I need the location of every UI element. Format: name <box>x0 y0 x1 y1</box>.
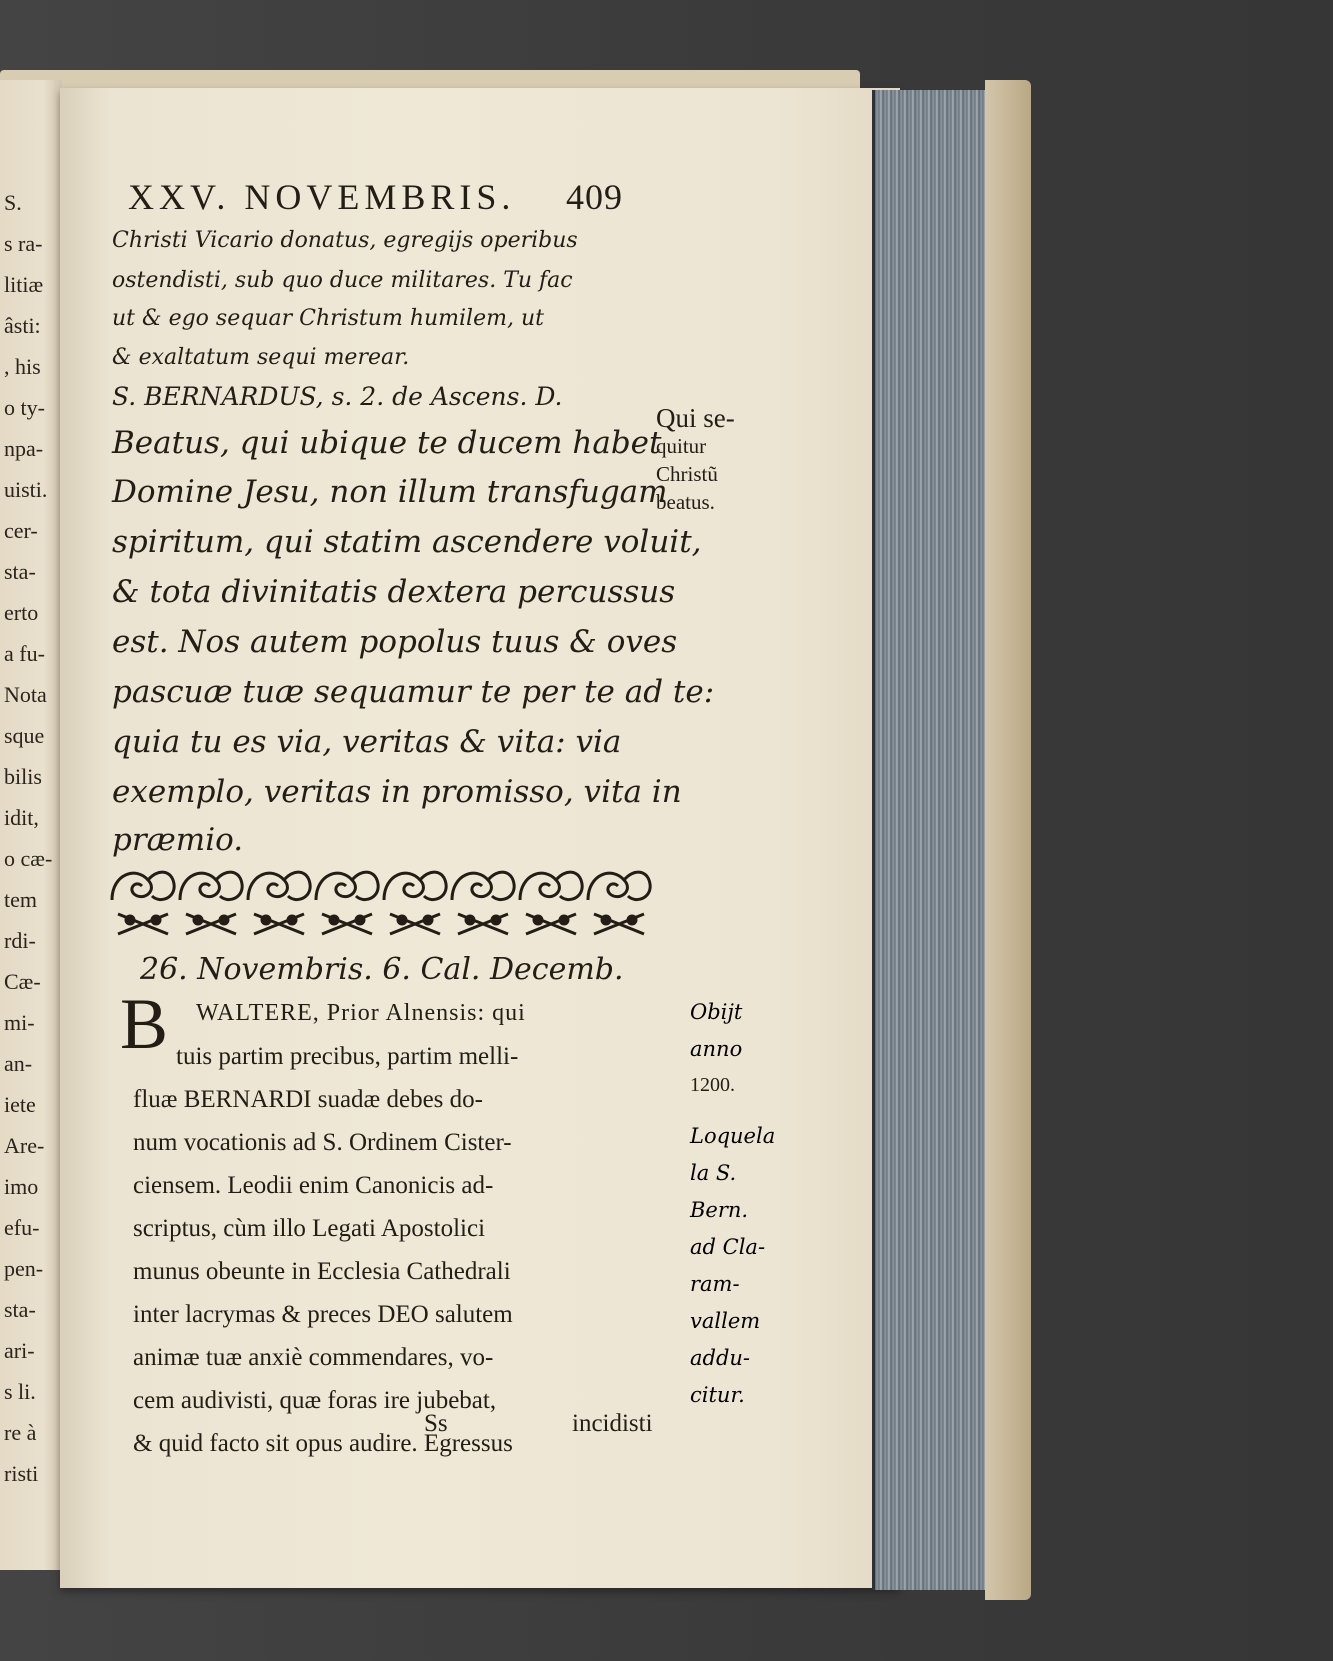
left-page-fragment: rdi- <box>4 928 36 953</box>
left-page-fragment: erto <box>4 600 39 625</box>
margin-note-line: Qui se- <box>656 403 735 433</box>
left-page-fragment: iete <box>4 1092 36 1117</box>
date-heading: 26. Novembris. 6. Cal. Decemb. <box>140 952 624 987</box>
left-page-fragment: litiæ <box>4 272 44 297</box>
quote-line: Domine Jesu, non illum transfugam <box>112 474 668 510</box>
book-cover-edge <box>985 80 1031 1600</box>
left-page-fragment: tem <box>4 887 37 912</box>
body-line: cem audivisti, quæ foras ire jubebat, <box>133 1387 497 1414</box>
left-page-fragment: sta- <box>4 1297 36 1322</box>
margin-note-line: citur. <box>690 1383 745 1407</box>
quote-line: pascuæ tuæ sequamur te per te ad te: <box>112 674 715 710</box>
left-page-fragment: cer- <box>4 518 38 543</box>
margin-note-line: la S. <box>690 1161 737 1185</box>
running-header-title: XXV. NOVEMBRIS. <box>128 177 516 217</box>
quote-line: spiritum, qui statim ascendere voluit, <box>112 524 702 560</box>
margin-note-line: Obijt <box>690 1000 743 1024</box>
italic-line: ut & ego sequar Christum humilem, ut <box>112 306 544 331</box>
left-page-fragment: sque <box>4 723 45 748</box>
body-line: animæ tuæ anxiè commendares, vo- <box>133 1344 494 1371</box>
margin-note-line: Christũ <box>656 462 718 486</box>
margin-note-1 <box>656 404 746 516</box>
left-page-fragment: pen- <box>4 1256 44 1281</box>
page-number: 409 <box>566 177 623 217</box>
signature-mark: Ss <box>424 1410 448 1437</box>
margin-note-line: ad Cla- <box>690 1235 766 1259</box>
left-page-fragment: a fu- <box>4 641 45 666</box>
left-page-fragment: o ty- <box>4 395 45 420</box>
left-page-fragment: o cæ- <box>4 846 53 871</box>
left-page-fragment: S. <box>4 190 22 215</box>
drop-cap: B <box>120 984 169 1064</box>
left-page-fragment: ari- <box>4 1338 35 1363</box>
body-line: inter lacrymas & preces DEO salutem <box>133 1301 513 1328</box>
quote-line: præmio. <box>112 822 244 858</box>
left-page-fragment: âsti: <box>4 313 41 338</box>
left-page-fragment: efu- <box>4 1215 40 1240</box>
margin-note-2 <box>690 994 780 1102</box>
page-edges <box>872 90 995 1590</box>
margin-note-line: Loquela <box>690 1124 776 1148</box>
margin-note-line: ram- <box>690 1272 740 1296</box>
left-page-fragment: an- <box>4 1051 33 1076</box>
margin-note-line: quitur <box>656 434 707 458</box>
left-page-fragment: risti <box>4 1461 39 1486</box>
left-page-fragment: uisti. <box>4 477 48 502</box>
left-page-fragment: sta- <box>4 559 36 584</box>
left-page-fragment: Cæ- <box>4 969 41 994</box>
left-page-fragment: bilis <box>4 764 42 789</box>
margin-note-line: addu- <box>690 1346 751 1370</box>
quote-line: est. Nos autem popolus tuus & oves <box>112 624 678 660</box>
body-line: & quid facto sit opus audire. Egressus <box>133 1430 513 1457</box>
left-page-fragment: re à <box>4 1420 37 1445</box>
margin-note-line: beatus. <box>656 490 715 514</box>
margin-note-3 <box>690 1118 790 1414</box>
left-page-fragment: , his <box>4 354 41 379</box>
left-page-fragment: Are- <box>4 1133 45 1158</box>
left-page-fragment: s li. <box>4 1379 36 1404</box>
italic-line: ostendisti, sub quo duce militares. Tu fac <box>112 268 573 293</box>
italic-line: & exaltatum sequi merear. <box>112 345 410 370</box>
quote-line: exemplo, veritas in promisso, vita in <box>112 774 682 810</box>
italic-line: Christi Vicario donatus, egregijs operibus <box>112 228 578 253</box>
left-page-fragment: idit, <box>4 805 39 830</box>
margin-note-line: 1200. <box>690 1074 735 1096</box>
body-line: num vocationis ad S. Ordinem Cister- <box>133 1129 512 1156</box>
citation: S. BERNARDUS, s. 2. de Ascens. D. <box>112 382 563 411</box>
body-line: tuis partim precibus, partim melli- <box>176 1043 519 1070</box>
quote-line: & tota divinitatis dextera percussus <box>112 574 676 610</box>
margin-note-line: Bern. <box>690 1198 749 1222</box>
margin-note-line: anno <box>690 1037 743 1061</box>
left-page <box>0 80 62 1570</box>
body-line: ciensem. Leodii enim Canonicis ad- <box>133 1172 494 1199</box>
left-page-fragment: mi- <box>4 1010 35 1035</box>
left-page-fragment: Nota <box>4 682 47 707</box>
quote-line: Beatus, qui ubique te ducem habet <box>112 425 662 461</box>
body-line: munus obeunte in Ecclesia Cathedrali <box>133 1258 511 1285</box>
fleuron-ornament <box>108 860 668 938</box>
body-line: scriptus, cùm illo Legati Apostolici <box>133 1215 486 1242</box>
left-page-fragment: s ra- <box>4 231 43 256</box>
body-line: fluæ BERNARDI suadæ debes do- <box>133 1086 483 1113</box>
body-line: WALTERE, Prior Alnensis: qui <box>196 1000 526 1026</box>
margin-note-line: vallem <box>690 1309 761 1333</box>
left-page-fragment: imo <box>4 1174 39 1199</box>
left-page-fragment: npa- <box>4 436 44 461</box>
quote-line: quia tu es via, veritas & vita: via <box>112 724 622 760</box>
catchword: incidisti <box>572 1410 653 1437</box>
